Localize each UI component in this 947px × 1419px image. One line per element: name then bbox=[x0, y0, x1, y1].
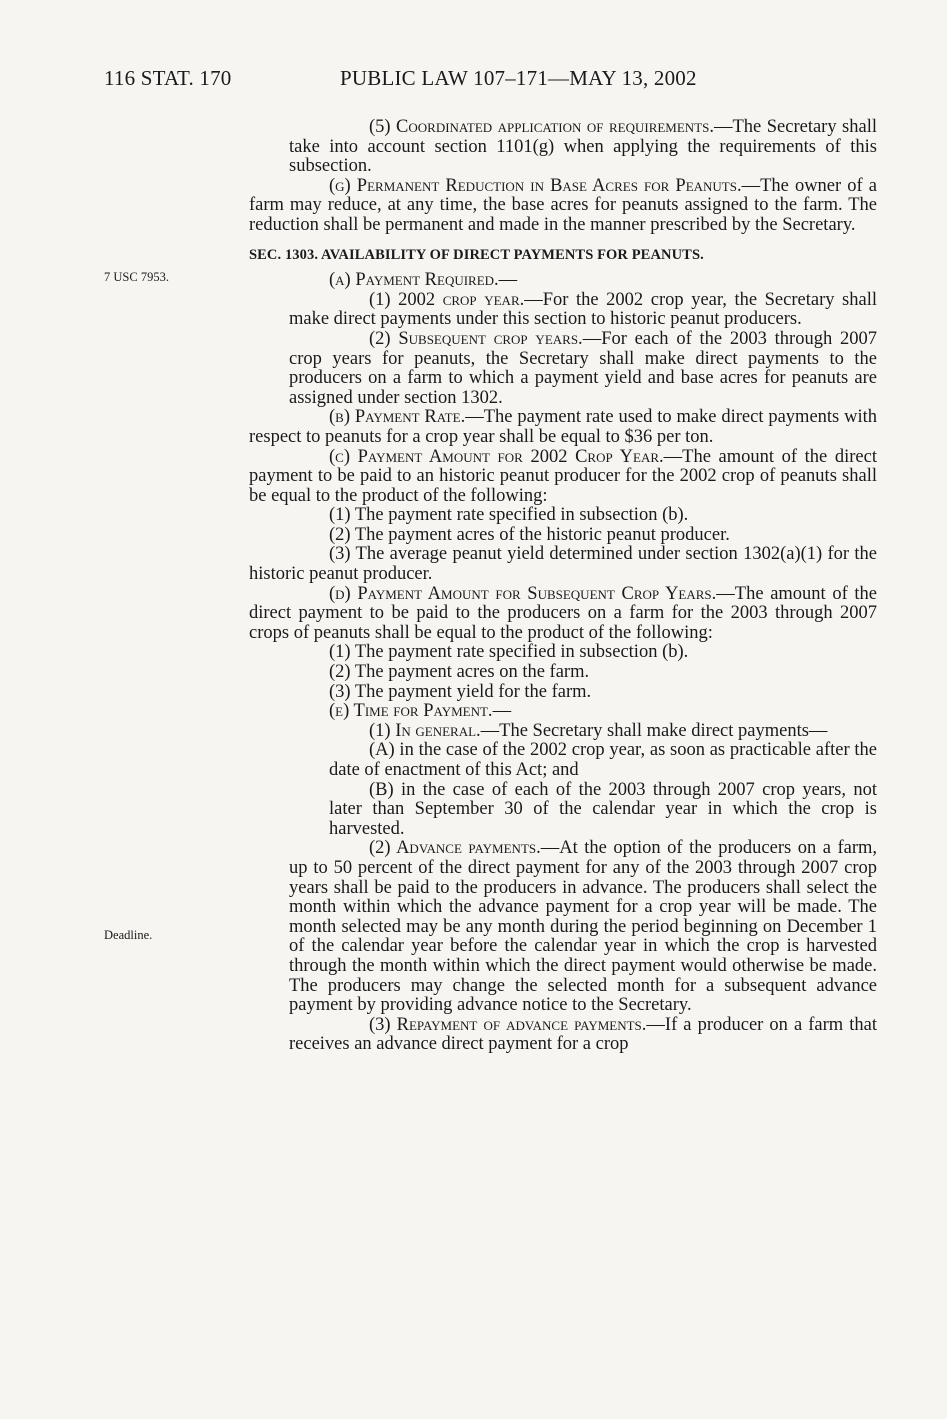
paragraph-e3 bbox=[249, 1016, 877, 1055]
paragraph-heading: (1) 2002 crop year. bbox=[369, 289, 525, 310]
subsection-text: — bbox=[498, 270, 518, 291]
subparagraph-e1A: (A) in the case of the 2002 crop year, as soon as practicable after the date of enactment of this Act; and bbox=[329, 740, 877, 780]
subsection-text: —The amount of the direct payment to be paid to an historic peanut producer for the 2002 crop of peanuts shall be equal to the product of the following: bbox=[249, 446, 877, 506]
subsection-text: —The amount of the direct payment to be paid to the producers on a farm for the 2003 through 2007 crops of peanuts shall be equal to the product of the following: bbox=[249, 583, 877, 643]
subsection-text: —The payment rate used to make direct payments with respect to peanuts for a crop year shall be equal to $36 per ton. bbox=[249, 407, 877, 447]
subsection-heading: (d) Payment Amount for Subsequent Crop Years. bbox=[329, 583, 717, 604]
subsection-e bbox=[249, 702, 877, 722]
list-item-d2: (2) The payment acres on the farm. bbox=[329, 662, 590, 683]
paragraph-text: —For the 2002 crop year, the Secretary shall make direct payments under this section to historic peanut producers. bbox=[289, 289, 877, 330]
paragraph-e1 bbox=[249, 722, 877, 742]
paragraph-text: —At the option of the producers on a farm, up to 50 percent of the direct payment for any of the 2003 through 2007 crop years shall be paid to the producers in advance. The producers shall select the month within which the advance payment for a crop year will be made. The month selected may be any month during the period beginning on December 1 of the calendar year before the calendar year in which the crop is harvested through the month within which the direct payment would otherwise be made. The producers may change the selected month for a subsequent advance payment by providing advance notice to the Secretary. bbox=[289, 838, 877, 1016]
section-heading: SEC. 1303. AVAILABILITY OF DIRECT PAYMENTS FOR PEANUTS. bbox=[249, 246, 704, 263]
list-item-d1: (1) The payment rate specified in subsection (b). bbox=[329, 642, 689, 663]
subsection-b bbox=[249, 408, 877, 447]
paragraph-heading: (1) In general. bbox=[369, 720, 481, 741]
paragraph-5 bbox=[249, 118, 877, 177]
paragraph-heading: (2) Advance payments. bbox=[369, 838, 541, 859]
subsection-heading: (a) Payment Required. bbox=[329, 270, 499, 291]
margin-note-deadline: Deadline. bbox=[104, 928, 153, 942]
paragraph-a2 bbox=[249, 330, 877, 408]
page-header bbox=[104, 66, 887, 98]
paragraph-heading: (2) Subsequent crop years. bbox=[369, 328, 583, 349]
subsection-heading: (g) Permanent Reduction in Base Acres for Peanuts. bbox=[329, 175, 742, 196]
list-item-c1: (1) The payment rate specified in subsection (b). bbox=[329, 505, 689, 526]
list-item-d3: (3) The payment yield for the farm. bbox=[329, 681, 592, 702]
document-body bbox=[249, 118, 877, 1055]
paragraph-text: —The Secretary shall make direct payments— bbox=[480, 720, 828, 741]
list-item-c3: (3) The average peanut yield determined under section 1302(a)(1) for the historic peanut producer. bbox=[249, 544, 877, 585]
subsection-d bbox=[249, 585, 877, 644]
paragraph-text: —The Secretary shall take into account section 1101(g) when applying the requirements of this subsection. bbox=[289, 117, 877, 177]
subsection-g bbox=[249, 177, 877, 236]
list-item-c2: (2) The payment acres of the historic peanut producer. bbox=[329, 524, 730, 545]
public-law-title: PUBLIC LAW 107–171—MAY 13, 2002 bbox=[340, 66, 697, 90]
subsection-heading: (e) Time for Payment. bbox=[329, 701, 493, 722]
paragraph-e2 bbox=[249, 839, 877, 1015]
subparagraph-e1B: (B) in the case of each of the 2003 through 2007 crop years, not later than September 30 of the calendar year in which the crop is harvested. bbox=[329, 779, 877, 839]
subsection-text: —The owner of a farm may reduce, at any time, the base acres for peanuts assigned to the farm. The reduction shall be permanent and made in the manner prescribed by the Secretary. bbox=[249, 175, 877, 235]
paragraph-heading: (3) Repayment of advance payments. bbox=[369, 1014, 647, 1035]
statute-page-number: 116 STAT. 170 bbox=[104, 66, 232, 90]
paragraph-text: —For each of the 2003 through 2007 crop years for peanuts, the Secretary shall make direct payments to the producers on a farm to which a payment yield and base acres for peanuts are assigned under section 1302. bbox=[289, 328, 877, 408]
subsection-heading: (c) Payment Amount for 2002 Crop Year. bbox=[329, 446, 664, 467]
subsection-text: — bbox=[492, 701, 512, 722]
subsection-heading: (b) Payment Rate. bbox=[329, 407, 466, 428]
margin-note-usc: 7 USC 7953. bbox=[104, 270, 169, 284]
subsection-c bbox=[249, 448, 877, 507]
subsection-a bbox=[249, 271, 877, 291]
paragraph-a1 bbox=[249, 291, 877, 330]
paragraph-text: —If a producer on a farm that receives an advance direct payment for a crop bbox=[289, 1014, 877, 1055]
paragraph-heading: (5) Coordinated application of requirements. bbox=[369, 117, 714, 137]
